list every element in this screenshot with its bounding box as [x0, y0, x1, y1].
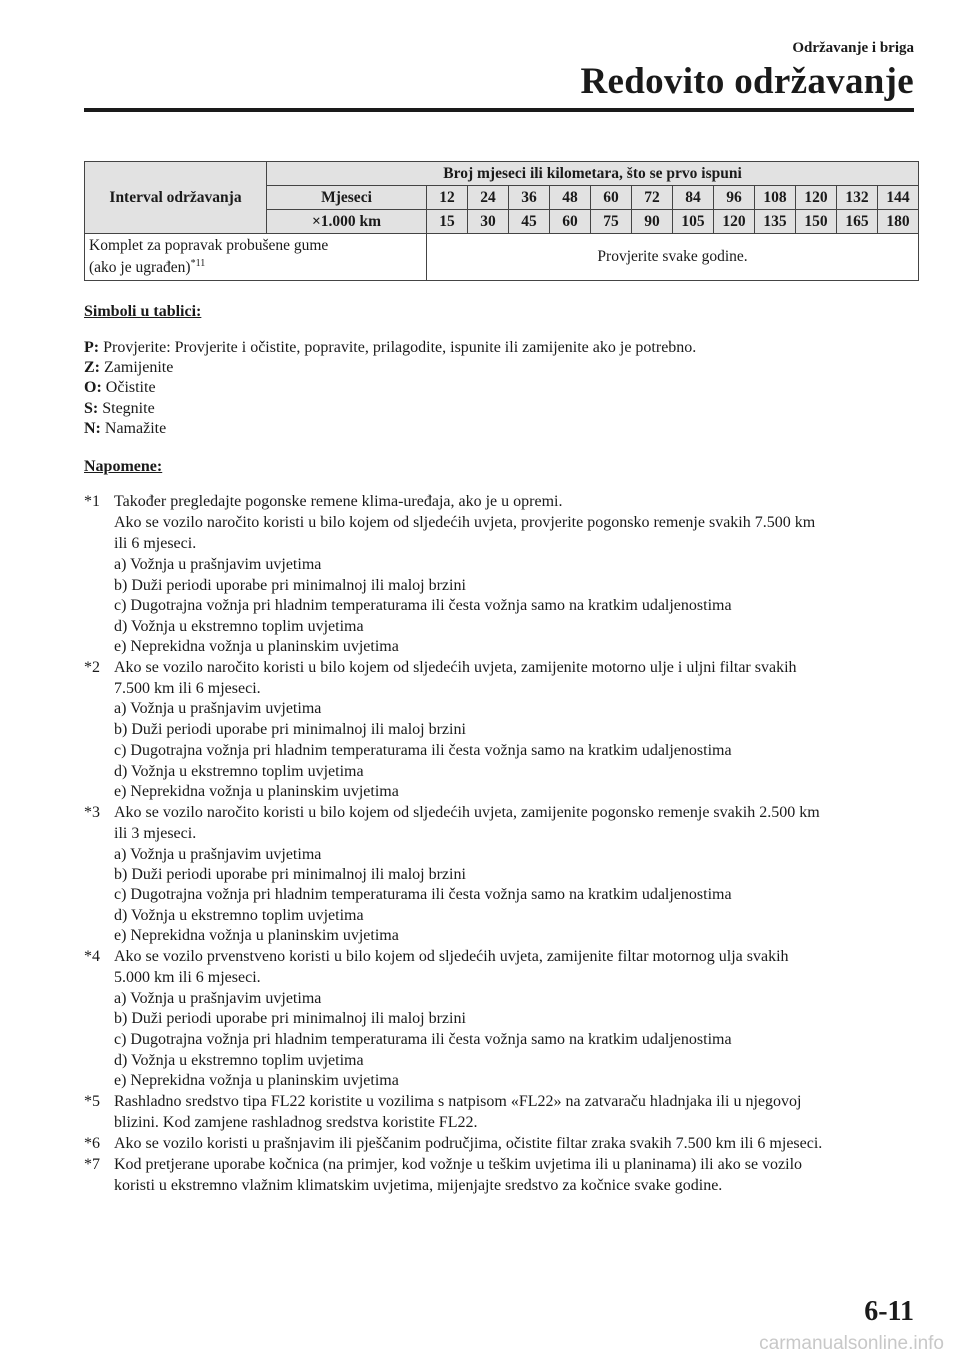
- km-cell: 150: [796, 210, 837, 234]
- km-cell: 75: [591, 210, 632, 234]
- symbol-text: Očistite: [105, 379, 156, 396]
- condition-item: e) Neprekidna vožnja u planinskim uvjetima: [114, 1072, 399, 1089]
- condition-item: a) Vožnja u prašnjavim uvjetima: [114, 700, 322, 717]
- footnote-mark: *5: [84, 1093, 100, 1110]
- symbol-item: [84, 339, 696, 357]
- condition-item: d) Vožnja u ekstremno toplim uvjetima: [114, 1052, 364, 1069]
- condition-item: b) Duži periodi uporabe pri minimalnoj ili maloj brzini: [114, 866, 466, 883]
- condition-item: b) Duži periodi uporabe pri minimalnoj ili maloj brzini: [114, 1010, 466, 1027]
- condition-item: a) Vožnja u prašnjavim uvjetima: [114, 846, 322, 863]
- condition-item: d) Vožnja u ekstremno toplim uvjetima: [114, 618, 364, 635]
- condition-item: c) Dugotrajna vožnja pri hladnim temperaturama ili česta vožnja samo na kratkim udaljenostima: [114, 742, 732, 759]
- symbol-item: [84, 359, 173, 377]
- condition-item: b) Duži periodi uporabe pri minimalnoj ili maloj brzini: [114, 577, 466, 594]
- month-cell: 96: [714, 186, 755, 210]
- footnote-mark: *6: [84, 1135, 100, 1152]
- condition-item: b) Duži periodi uporabe pri minimalnoj ili maloj brzini: [114, 721, 466, 738]
- km-cell: 90: [632, 210, 673, 234]
- footnote-mark: *3: [84, 804, 100, 821]
- month-cell: 132: [837, 186, 878, 210]
- symbols-title: Simboli u tablici:: [84, 303, 202, 320]
- symbol-key: P:: [84, 339, 100, 356]
- symbol-item: [84, 379, 156, 397]
- footnote: [84, 493, 562, 511]
- symbol-text: Namažite: [104, 420, 167, 437]
- footnote: [84, 659, 797, 677]
- symbol-key: O:: [84, 379, 102, 396]
- watermark-text: carmanualsonline.info: [759, 1333, 944, 1354]
- page-number: 6-11: [864, 1296, 914, 1327]
- month-cell: 48: [550, 186, 591, 210]
- footnote-text: Ako se vozilo prvenstveno koristi u bilo kojem od sljedećih uvjeta, zamijenite filtar motornog ulja svakih: [114, 948, 789, 965]
- footnote-ref: *11: [190, 258, 206, 269]
- month-cell: 36: [509, 186, 550, 210]
- row-label: [85, 234, 427, 281]
- condition-item: d) Vožnja u ekstremno toplim uvjetima: [114, 763, 364, 780]
- footnote-mark: *7: [84, 1156, 100, 1173]
- condition-item: a) Vožnja u prašnjavim uvjetima: [114, 990, 322, 1007]
- footnote-text: ili 6 mjeseci.: [114, 535, 197, 552]
- symbol-text: Stegnite: [102, 400, 155, 417]
- month-cell: 108: [755, 186, 796, 210]
- condition-item: e) Neprekidna vožnja u planinskim uvjetima: [114, 927, 399, 944]
- km-cell: 45: [509, 210, 550, 234]
- symbol-text: Zamijenite: [104, 359, 174, 376]
- footnote-text: Ako se vozilo koristi u prašnjavim ili pješčanim područjima, očistite filtar zraka svakih 7.500 km ili 6 mjeseci.: [114, 1135, 823, 1152]
- table-row: [85, 234, 919, 281]
- km-cell: 180: [878, 210, 919, 234]
- header-rule: [84, 108, 914, 112]
- row-value: Provjerite svake godine.: [427, 234, 919, 281]
- month-cell: 60: [591, 186, 632, 210]
- footnote-mark: *2: [84, 659, 100, 676]
- footnote-mark: *4: [84, 948, 100, 965]
- months-label: Mjeseci: [267, 186, 427, 210]
- footnote-mark: *1: [84, 493, 100, 510]
- footnote: [84, 1093, 801, 1111]
- footnote-text: Kod pretjerane uporabe kočnica (na primjer, kod vožnje u teškim uvjetima ili u planinama) ili ako se vozilo: [114, 1156, 803, 1173]
- span-header: Broj mjeseci ili kilometara, što se prvo ispuni: [267, 162, 919, 186]
- km-cell: 165: [837, 210, 878, 234]
- km-cell: 30: [468, 210, 509, 234]
- footnote-text: Rashladno sredstvo tipa FL22 koristite u vozilima s natpisom «FL22» na zatvaraču hladnjaka ili u njegovoj: [114, 1093, 802, 1110]
- month-cell: 72: [632, 186, 673, 210]
- footnote-text: Ako se vozilo naročito koristi u bilo kojem od sljedećih uvjeta, zamijenite pogonsko remenje svakih 2.500 km: [114, 804, 820, 821]
- condition-item: c) Dugotrajna vožnja pri hladnim temperaturama ili česta vožnja samo na kratkim udaljenostima: [114, 886, 732, 903]
- notes-title: Napomene:: [84, 458, 163, 475]
- symbol-item: [84, 420, 166, 438]
- footnote: [84, 1156, 802, 1174]
- symbol-item: [84, 400, 155, 418]
- row-label-line2: (ako je ugrađen): [89, 259, 191, 277]
- month-cell: 120: [796, 186, 837, 210]
- section-label: Održavanje i briga: [792, 40, 914, 56]
- symbol-key: S:: [84, 400, 99, 417]
- symbol-key: N:: [84, 420, 101, 437]
- month-cell: 24: [468, 186, 509, 210]
- km-cell: 15: [427, 210, 468, 234]
- page-title: Redovito održavanje: [580, 61, 914, 102]
- footnote-text: ili 3 mjeseci.: [114, 825, 197, 842]
- footnote-text: Ako se vozilo naročito koristi u bilo kojem od sljedećih uvjeta, zamijenite motorno ulje i uljni filtar svakih: [114, 659, 797, 676]
- footnote-text: 5.000 km ili 6 mjeseci.: [114, 969, 261, 986]
- footnote: [84, 1135, 822, 1153]
- km-cell: 105: [673, 210, 714, 234]
- condition-item: e) Neprekidna vožnja u planinskim uvjetima: [114, 783, 399, 800]
- km-cell: 120: [714, 210, 755, 234]
- row-label-line1: Komplet za popravak probušene gume: [89, 237, 329, 254]
- symbol-text: Provjerite: Provjerite i očistite, popravite, prilagodite, ispunite ili zamijenite ako je potrebno.: [103, 339, 697, 356]
- condition-item: c) Dugotrajna vožnja pri hladnim temperaturama ili česta vožnja samo na kratkim udaljenostima: [114, 1031, 732, 1048]
- month-cell: 144: [878, 186, 919, 210]
- km-cell: 135: [755, 210, 796, 234]
- symbol-key: Z:: [84, 359, 100, 376]
- footnote-text: blizini. Kod zamjene rashladnog sredstva koristite FL22.: [114, 1114, 478, 1131]
- condition-item: c) Dugotrajna vožnja pri hladnim temperaturama ili česta vožnja samo na kratkim udaljenostima: [114, 597, 732, 614]
- condition-item: a) Vožnja u prašnjavim uvjetima: [114, 556, 322, 573]
- condition-item: d) Vožnja u ekstremno toplim uvjetima: [114, 907, 364, 924]
- footnote-text: Također pregledajte pogonske remene klima-uređaja, ako je u opremi.: [114, 493, 563, 510]
- maintenance-table: [84, 161, 919, 281]
- month-cell: 12: [427, 186, 468, 210]
- interval-header: Interval održavanja: [85, 162, 267, 234]
- footnote: [84, 804, 820, 822]
- km-label: ×1.000 km: [267, 210, 427, 234]
- footnote-text: Ako se vozilo naročito koristi u bilo kojem od sljedećih uvjeta, provjerite pogonsko remenje svakih 7.500 km: [114, 514, 816, 531]
- month-cell: 84: [673, 186, 714, 210]
- km-cell: 60: [550, 210, 591, 234]
- footnote-text: 7.500 km ili 6 mjeseci.: [114, 680, 261, 697]
- footnote: [84, 948, 789, 966]
- condition-item: e) Neprekidna vožnja u planinskim uvjetima: [114, 638, 399, 655]
- footnote-text: koristi u ekstremno vlažnim klimatskim uvjetima, mijenjajte sredstvo za kočnice svake godine.: [114, 1177, 723, 1194]
